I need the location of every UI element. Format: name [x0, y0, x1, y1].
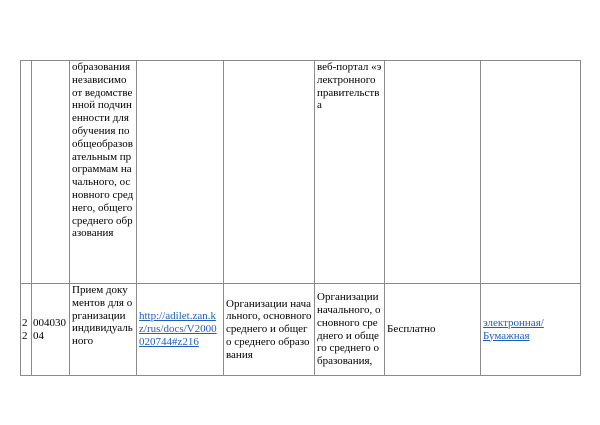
- cell-code: 00403004: [32, 284, 70, 376]
- cell-form: [481, 284, 581, 376]
- table-row: [21, 61, 581, 284]
- cell-number: [21, 61, 32, 284]
- table-row: [21, 284, 581, 376]
- cell-service-name: Прием документов для организации индивидуального: [70, 284, 137, 376]
- services-table: [20, 60, 581, 376]
- cell-number: 22: [21, 284, 32, 376]
- cell-service-name: образования независимо от ведомственной подчиненности для обучения по общеобразовательным программам начального, основного среднего, общего среднего образования: [70, 61, 137, 284]
- cell-regulation-link: [137, 61, 224, 284]
- cell-acceptor: веб-портал «электронного правительства: [315, 61, 385, 284]
- regulation-link[interactable]: http://adilet.zan.kz/rus/docs/V2000020744#z216: [139, 310, 217, 348]
- cell-provider: [224, 61, 315, 284]
- form-paper-link[interactable]: Бумажная: [483, 329, 530, 342]
- form-electronic-link[interactable]: электронная/: [483, 316, 544, 329]
- cell-form: [481, 61, 581, 284]
- cell-cost: [385, 61, 481, 284]
- cell-cost: Бесплатно: [385, 284, 481, 376]
- cell-code: [32, 61, 70, 284]
- cell-acceptor: Организации начального, основного среднего и общего среднего образования,: [315, 284, 385, 376]
- cell-provider: Организации начального, основного среднего и общего среднего образования: [224, 284, 315, 376]
- cell-regulation-link: [137, 284, 224, 376]
